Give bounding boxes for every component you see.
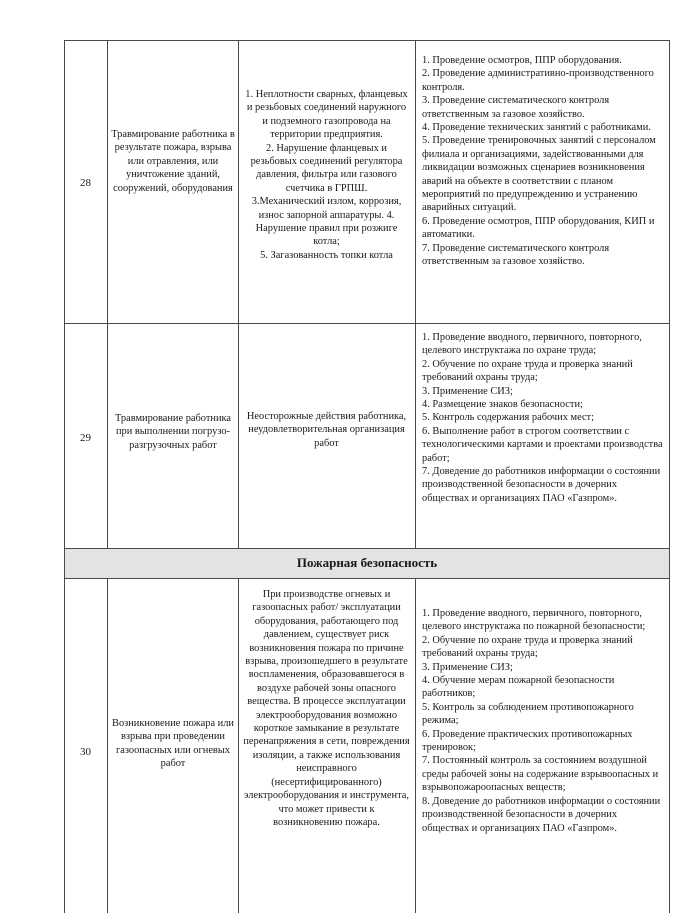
cause-item: 2. Нарушение фланцевых и резьбовых соединений регулятора давления, фильтра или газового счетчика в ГРПШ. [250, 142, 403, 194]
cause-item: 1. Неплотности сварных, фланцевых и резьбовых соединений наружного и подземного газопровода на территории предприятия. [245, 89, 408, 141]
measure-item: 3. Применение СИЗ; [422, 661, 513, 673]
measure-item: 4. Проведение технических занятий с работниками. [422, 122, 651, 134]
causes-cell [243, 588, 410, 829]
cause-item: Неосторожные действия работника, неудовлетворительная организация работ [246, 411, 407, 449]
row-number: 28 [80, 177, 91, 189]
row-number: 30 [80, 746, 91, 758]
section-title: Пожарная безопасность [296, 555, 438, 570]
col-divider-2b [238, 578, 239, 913]
table-border-top [64, 40, 670, 41]
hazard-cell: Травмирование работника при выполнении погрузо-разгрузочных работ [114, 413, 232, 451]
risk-table [64, 40, 670, 913]
measure-item: 7. Проведение систематического контроля ответственным за газовое хозяйство. [422, 242, 610, 268]
measure-item: 2. Обучение по охране труда и проверка знаний требований охраны труда; [422, 358, 633, 384]
measure-item: 8. Доведение до работников информации о состоянии производственной безопасности в дочерних обществах и организациях ПАО «Газпром». [422, 795, 661, 834]
row-number: 29 [80, 432, 91, 444]
causes-cell [243, 410, 410, 450]
measure-item: 6. Выполнение работ в строгом соответствии с технологическими картами и проектами производства работ; [422, 425, 663, 464]
col-divider-1 [107, 40, 108, 548]
measure-item: 2. Проведение административно-производственного контроля. [422, 68, 654, 93]
measure-item: 6. Проведение осмотров, ППР оборудования, КИП и автоматики. [422, 215, 655, 241]
measure-item: 5. Контроль за соблюдением противопожарного режима; [422, 701, 634, 727]
measure-item: 6. Проведение практических противопожарных тренировок; [422, 728, 633, 754]
measures-cell [422, 331, 666, 505]
causes-cell [243, 88, 410, 262]
row-divider-section-30 [64, 578, 670, 579]
hazard-cell: Возникновение пожара или взрыва при проведении газоопасных или огневых работ [112, 718, 234, 770]
col-divider-1b [107, 578, 108, 913]
col-divider-3b [415, 578, 416, 913]
col-divider-3 [415, 40, 416, 548]
measure-item: 1. Проведение осмотров, ППР оборудования. [422, 55, 622, 66]
measure-item: 4. Размещение знаков безопасности; [422, 399, 583, 411]
measure-item: 1. Проведение вводного, первичного, повторного, целевого инструктажа по пожарной безопасности; [422, 608, 646, 633]
measure-item: 7. Постоянный контроль за состоянием воздушной среды рабочей зоны на содержание взрывоопасных и взрывопожароопасных веществ; [422, 755, 659, 794]
table-border-left [64, 40, 65, 913]
measures-cell [422, 607, 666, 835]
cause-item: 3.Механический излом, коррозия, износ запорной аппаратуры. 4. Нарушение правил при розжиге котла; [251, 196, 402, 248]
measure-item: 1. Проведение вводного, первичного, повторного, целевого инструктажа по охране труда; [422, 332, 642, 357]
measure-item: 7. Доведение до работников информации о состоянии производственной безопасности в дочерних обществах и организациях ПАО «Газпром». [422, 466, 661, 504]
table-border-right [669, 40, 670, 913]
measure-item: 3. Применение СИЗ; [422, 385, 513, 397]
measure-item: 5. Контроль содержания рабочих мест; [422, 412, 594, 424]
measure-item: 2. Обучение по охране труда и проверка знаний требований охраны труда; [422, 634, 633, 660]
measures-cell [422, 54, 666, 269]
measure-item: 4. Обучение мерам пожарной безопасности работников; [422, 675, 615, 700]
measure-item: 3. Проведение систематического контроля ответственным за газовое хозяйство. [422, 95, 610, 120]
col-divider-2 [238, 40, 239, 548]
row-divider-28-29 [64, 323, 670, 324]
hazard-cell: Травмирование работника в результате пожара, взрыва или отравления, или уничтожение зданий, сооружений, оборудования [111, 129, 235, 194]
cause-item: При производстве огневых и газоопасных работ/ эксплуатации оборудования, работающего под давлением, существует риск возникновения пожара по причине взрыва, произошедшего в результате воспламенения, образовавшегося в воздухе рабочей зоны опасного вещества. В процессе эксплуатации электрооборудования возможно короткое замыкание в результате перенапряжения в сети, повреждения изоляции, а также использования неисправного (несертифицированного) электрооборудования и инструмента, что может привести к возникновению пожара. [243, 589, 410, 828]
measure-item: 5. Проведение тренировочных занятий с персоналом филиала и организациями, задействованными для ликвидации возможных сценариев возникновения аварий на объекте в соответствии с планом мероприятий по предупреждению и устранению аварийных ситуаций. [422, 135, 656, 214]
row-divider-29-section [64, 548, 670, 549]
cause-item: 5. Загазованность топки котла [260, 249, 393, 261]
